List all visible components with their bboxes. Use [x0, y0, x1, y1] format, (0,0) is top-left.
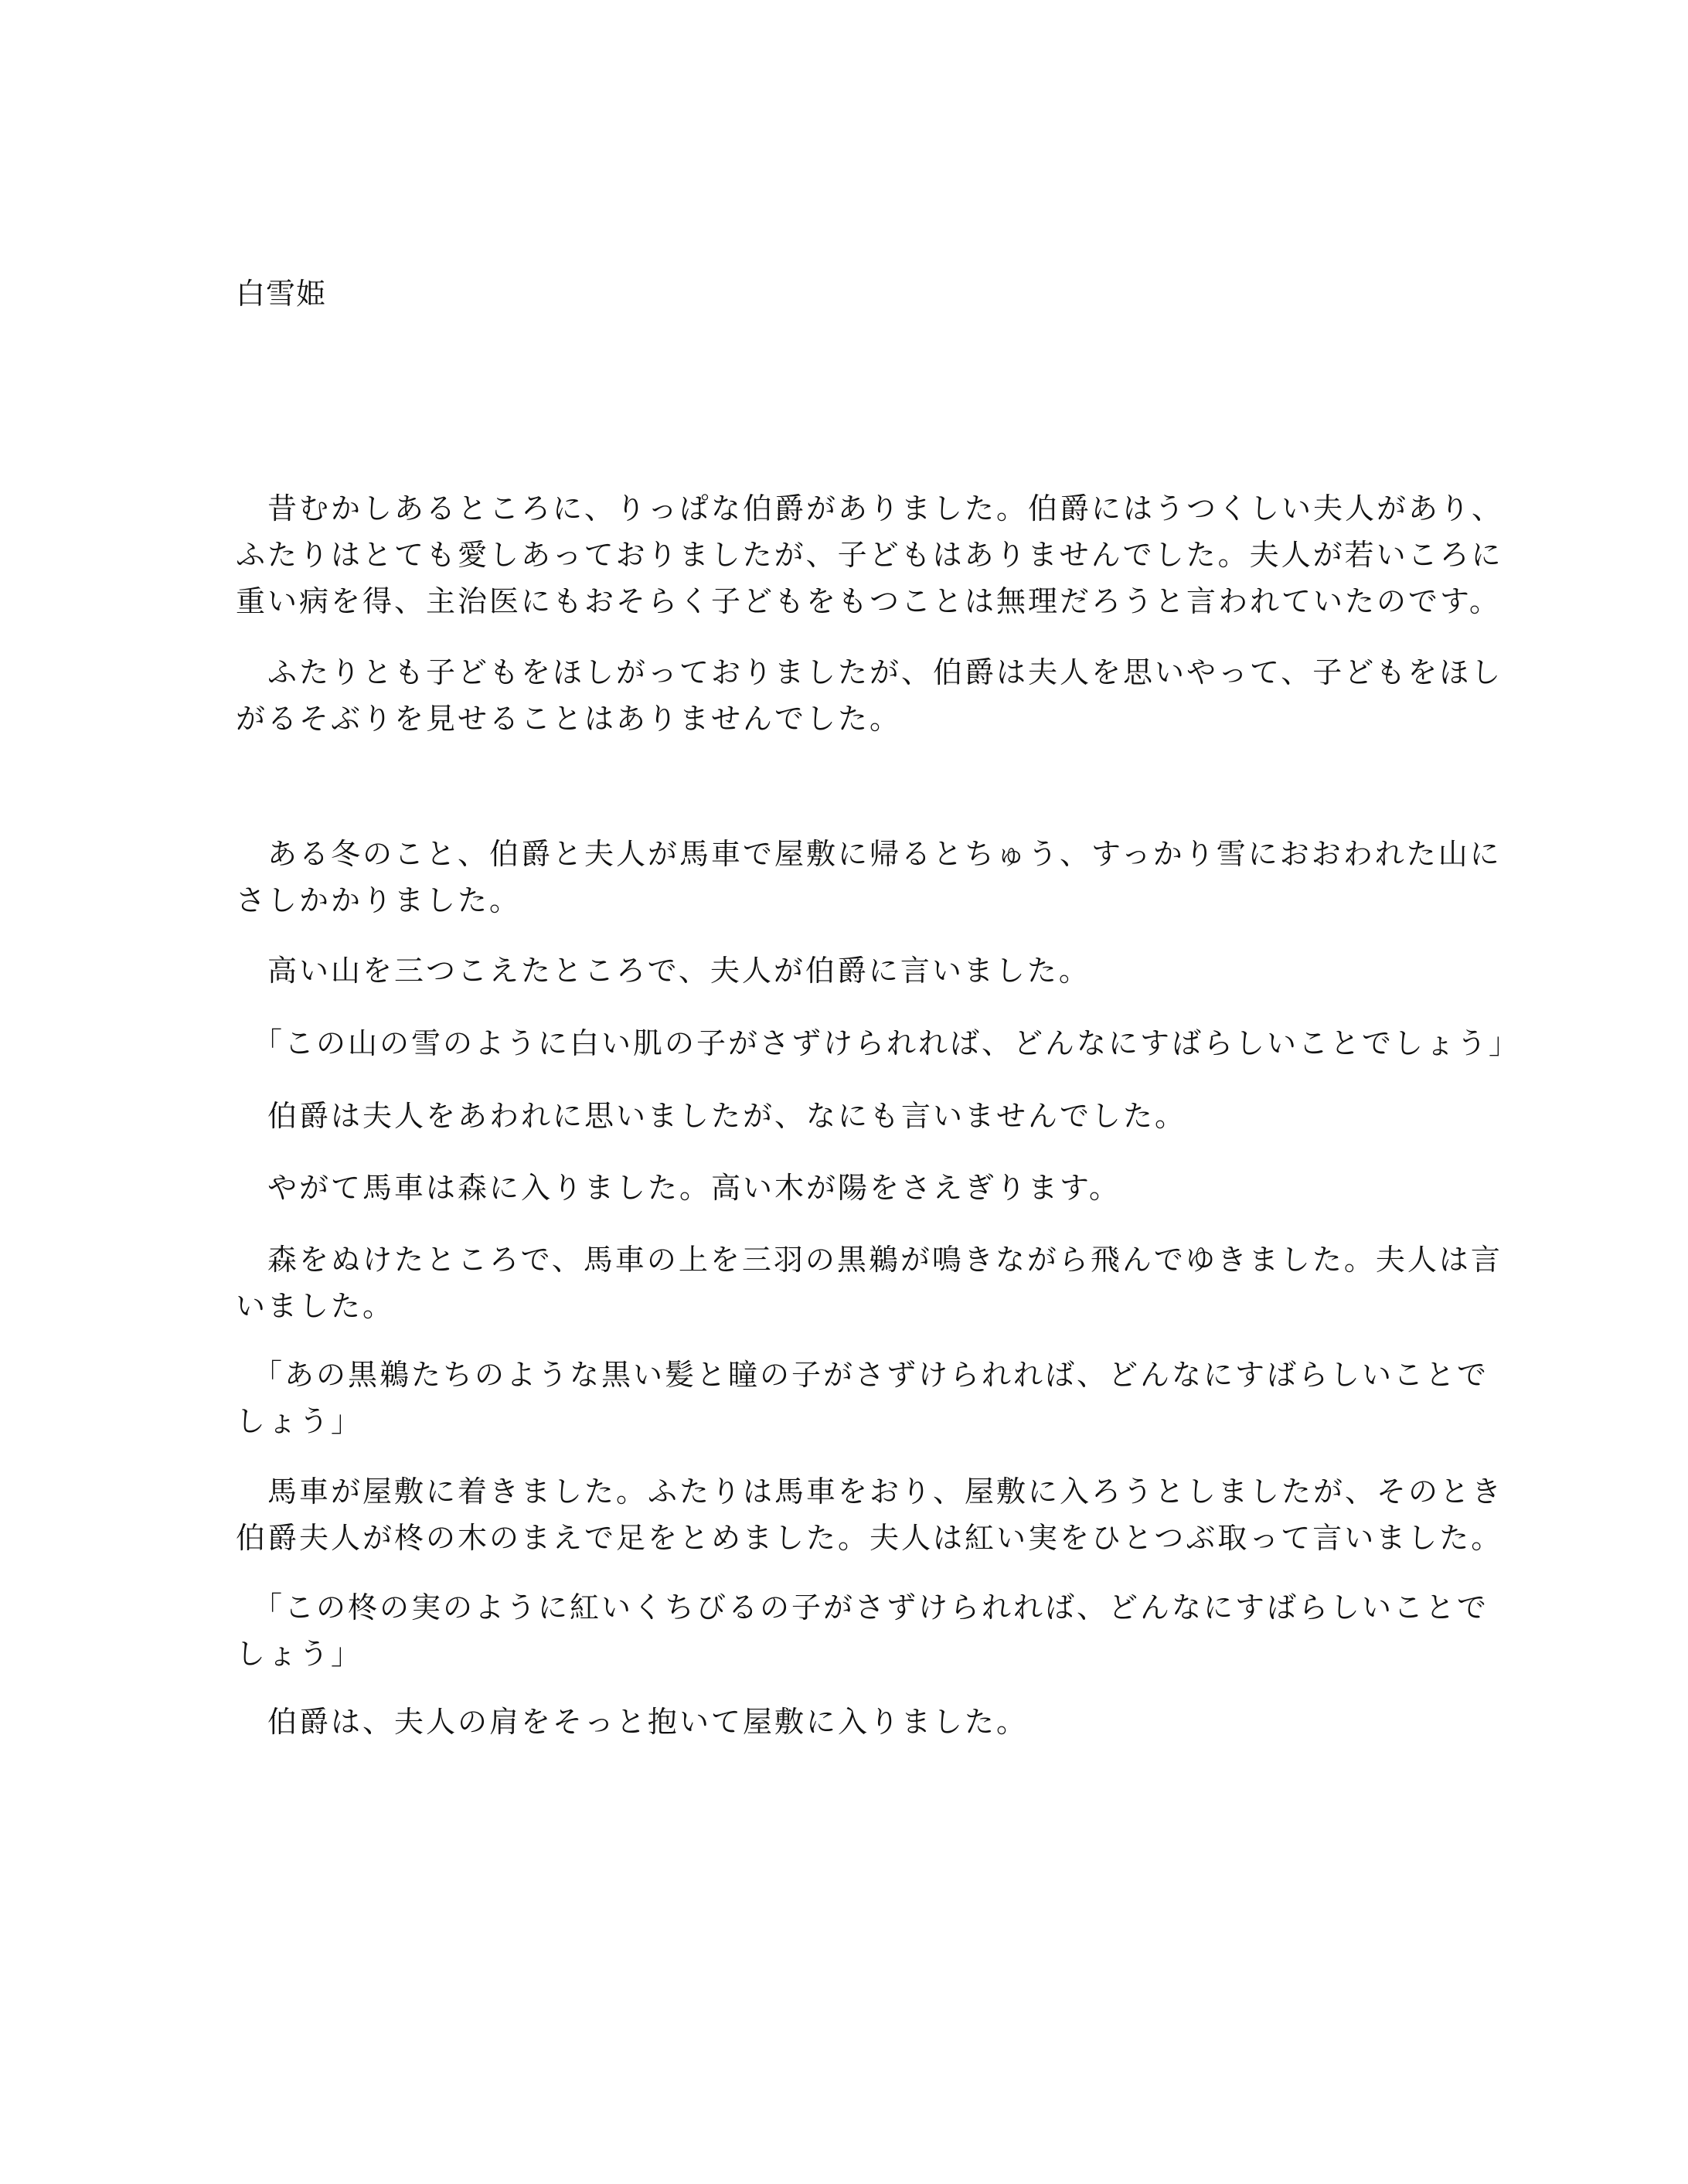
paragraph-1: 昔むかしあるところに、りっぱな伯爵がありました。伯爵にはうつくしい夫人があり、 ふたりはとても愛しあっておりましたが、子どもはありませんでした。夫人が若いころに 重い病を得、主治医にもおそらく子どもをもつことは無理だろうと言われていたのです。 [236, 492, 1504, 618]
paragraph-9: 「あの黒鵜たちのような黒い髪と瞳の子がさずけられれば、どんなにすばらしいことで しょう」 [236, 1358, 1489, 1438]
paragraph-8: 森をぬけたところで、馬車の上を三羽の黒鵜が鳴きながら飛んでゆきました。夫人は言 いました。 [236, 1243, 1503, 1323]
paragraph-10: 馬車が屋敷に着きました。ふたりは馬車をおり、屋敷に入ろうとしましたが、そのとき 伯爵夫人が柊の木のまえで足をとめました。夫人は紅い実をひとつぶ取って言いました。 [236, 1475, 1504, 1555]
paragraph-3: ある冬のこと、伯爵と夫人が馬車で屋敷に帰るとちゅう、すっかり雪におおわれた山に さしかかりました。 [236, 837, 1502, 917]
paragraph-7: やがて馬車は森に入りました。高い木が陽をさえぎります。 [236, 1171, 1121, 1205]
paragraph-4: 高い山を三つこえたところで、夫人が伯爵に言いました。 [236, 954, 1091, 988]
document-title: 白雪姫 [236, 277, 327, 311]
paragraph-5: 「この山の雪のように白い肌の子がさずけられれば、どんなにすばらしいことでしょう」 [236, 1026, 1521, 1060]
paragraph-2: ふたりとも子どもをほしがっておりましたが、伯爵は夫人を思いやって、子どもをほし がるそぶりを見せることはありませんでした。 [236, 655, 1503, 736]
paragraph-6: 伯爵は夫人をあわれに思いましたが、なにも言いませんでした。 [236, 1099, 1187, 1133]
paragraph-11: 「この柊の実のように紅いくちびるの子がさずけられれば、どんなにすばらしいことで しょう」 [236, 1590, 1489, 1671]
paragraph-12: 伯爵は、夫人の肩をそっと抱いて屋敷に入りました。 [236, 1705, 1029, 1739]
